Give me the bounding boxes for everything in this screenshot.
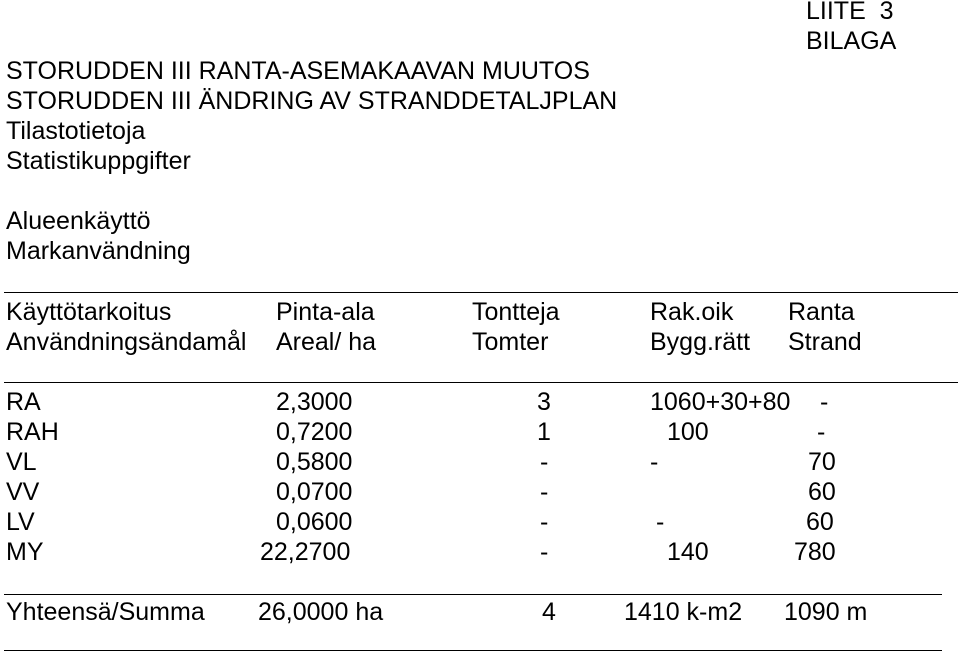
table-top-rule: [4, 292, 958, 293]
total-area: 26,0000 ha: [258, 598, 384, 626]
table-cell-plots: -: [540, 538, 549, 566]
table-header-rule: [4, 382, 958, 383]
table-cell-shore: 60: [808, 478, 836, 506]
table-cell-usage: MY: [6, 538, 44, 566]
col-header-shore-fi: Ranta: [788, 298, 855, 326]
total-plots: 4: [542, 598, 556, 626]
table-cell-shore: -: [820, 388, 829, 416]
total-label: Yhteensä/Summa: [6, 598, 205, 626]
table-cell-area: 0,7200: [276, 418, 353, 446]
table-cell-shore: 780: [794, 538, 836, 566]
table-total-rule: [4, 594, 942, 595]
col-header-usage-sv: Användningsändamål: [6, 328, 247, 356]
col-header-usage-fi: Käyttötarkoitus: [6, 298, 172, 326]
col-header-shore-sv: Strand: [788, 328, 862, 356]
table-cell-usage: VV: [6, 478, 40, 506]
table-cell-building-right: 140: [667, 538, 709, 566]
attachment-label-sv: BILAGA: [806, 27, 897, 55]
document-title-fi: STORUDDEN III RANTA-ASEMAKAAVAN MUUTOS: [6, 57, 590, 85]
col-header-plots-fi: Tontteja: [472, 298, 560, 326]
total-building-right: 1410 k-m2: [624, 598, 743, 626]
section-title-sv: Markanvändning: [6, 237, 191, 265]
table-cell-usage: LV: [6, 508, 35, 536]
table-bottom-rule: [4, 650, 942, 651]
subtitle-fi: Tilastotietoja: [6, 117, 146, 145]
table-cell-area: 0,5800: [276, 448, 353, 476]
table-cell-usage: RA: [6, 388, 41, 416]
col-header-building-right-fi: Rak.oik: [650, 298, 734, 326]
col-header-building-right-sv: Bygg.rätt: [650, 328, 751, 356]
table-cell-shore: -: [817, 418, 826, 446]
table-cell-building-right: -: [650, 448, 659, 476]
table-cell-building-right: -: [656, 508, 665, 536]
table-cell-area: 0,0700: [276, 478, 353, 506]
table-cell-plots: 1: [537, 418, 551, 446]
document-title-sv: STORUDDEN III ÄNDRING AV STRANDDETALJPLAN: [6, 87, 618, 115]
table-cell-plots: 3: [537, 388, 551, 416]
table-cell-building-right: 1060+30+80: [650, 388, 791, 416]
table-cell-area: 2,3000: [276, 388, 353, 416]
subtitle-sv: Statistikuppgifter: [6, 147, 191, 175]
table-cell-usage: RAH: [6, 418, 59, 446]
table-cell-building-right: 100: [667, 418, 709, 446]
col-header-area-fi: Pinta-ala: [276, 298, 375, 326]
table-cell-plots: -: [540, 448, 549, 476]
col-header-area-sv: Areal/ ha: [276, 328, 377, 356]
total-shore: 1090 m: [784, 598, 868, 626]
table-cell-plots: -: [540, 508, 549, 536]
table-cell-plots: -: [540, 478, 549, 506]
section-title-fi: Alueenkäyttö: [6, 207, 151, 235]
table-cell-shore: 60: [806, 508, 834, 536]
table-cell-area: 22,2700: [260, 538, 351, 566]
attachment-label-fi: LIITE 3: [806, 0, 894, 25]
table-cell-shore: 70: [808, 448, 836, 476]
table-cell-usage: VL: [6, 448, 37, 476]
col-header-plots-sv: Tomter: [472, 328, 549, 356]
table-cell-area: 0,0600: [276, 508, 353, 536]
